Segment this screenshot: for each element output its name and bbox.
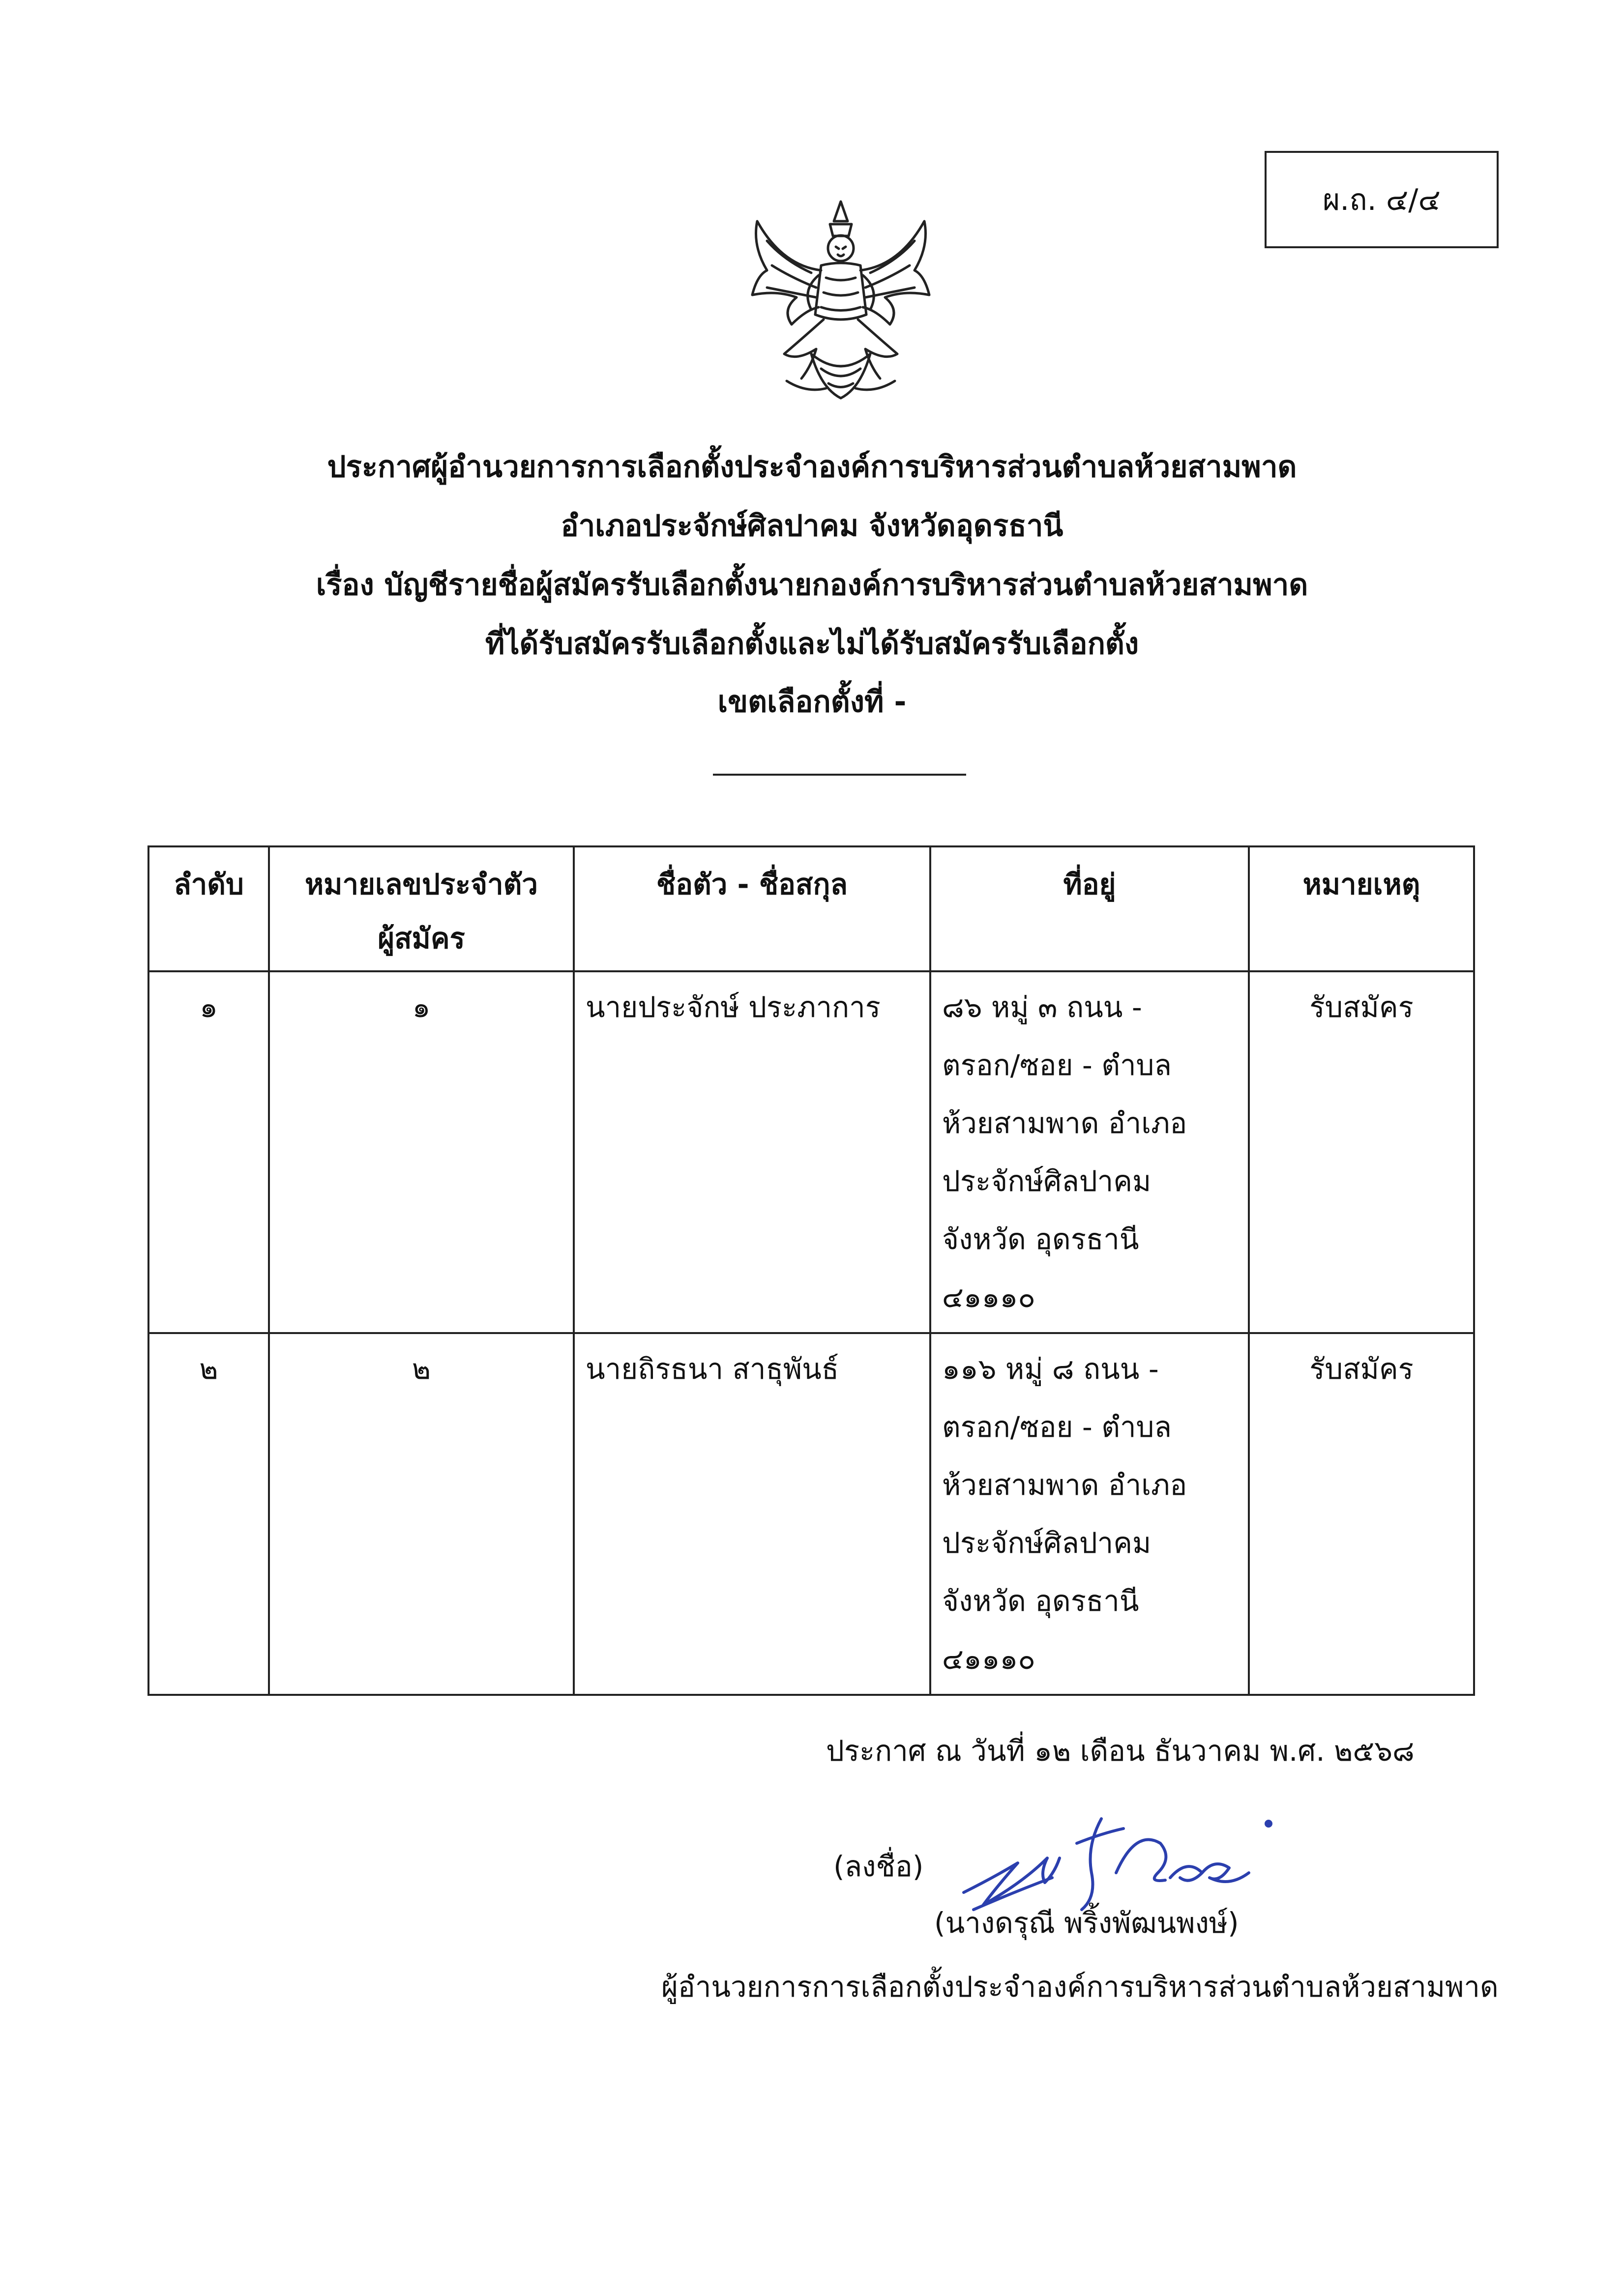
- signer-name: (นางดรุณี พริ้งพัฒนพงษ์): [934, 1906, 1239, 1940]
- col-header-number: หมายเลขประจำตัว ผู้สมัคร: [269, 846, 574, 971]
- cell-order: ๑: [148, 971, 269, 1333]
- cell-name: นายประจักษ์ ประภาการ: [574, 971, 930, 1333]
- col-header-remark: หมายเหตุ: [1249, 846, 1474, 971]
- heading-divider: [713, 774, 966, 776]
- col-header-address: ที่อยู่: [930, 846, 1249, 971]
- table-row: [148, 971, 1474, 1333]
- signature: [954, 1799, 1288, 1917]
- sign-label: (ลงชื่อ): [833, 1850, 924, 1883]
- heading-line-1: ประกาศผู้อำนวยการการเลือกตั้งประจำองค์การบริหารส่วนตำบลห้วยสามพาด: [327, 450, 1297, 484]
- form-code: ผ.ถ. ๔/๔: [1323, 182, 1441, 217]
- table-header-row: [148, 846, 1474, 971]
- cell-name: นายถิรธนา สาธุพันธ์: [574, 1333, 930, 1695]
- heading-line-2: อำเภอประจักษ์ศิลปาคม จังหวัดอุดรธานี: [561, 509, 1063, 543]
- heading-line-5: เขตเลือกตั้งที่ -: [717, 685, 907, 719]
- col-header-name: ชื่อตัว - ชื่อสกุล: [574, 846, 930, 971]
- cell-address: ๘๖ หมู่ ๓ ถนน - ตรอก/ซอย - ตำบล ห้วยสามพาด อำเภอ ประจักษ์ศิลปาคม จังหวัด อุดรธานี ๔๑๑๑๐: [930, 971, 1249, 1333]
- table-row: [148, 1333, 1474, 1695]
- announcement-date: ประกาศ ณ วันที่ ๑๒ เดือน ธันวาคม พ.ศ. ๒๕๖๘: [826, 1734, 1415, 1768]
- signer-position: ผู้อำนวยการการเลือกตั้งประจำองค์การบริหารส่วนตำบลห้วยสามพาด: [661, 1970, 1499, 2004]
- col-header-order: ลำดับ: [148, 846, 269, 971]
- cell-number: ๒: [269, 1333, 574, 1695]
- candidate-table: [148, 845, 1475, 1696]
- heading-line-4: ที่ได้รับสมัครรับเลือกตั้งและไม่ได้รับสมัครรับเลือกตั้ง: [485, 627, 1139, 661]
- garuda-emblem: [738, 192, 944, 408]
- cell-address: ๑๑๖ หมู่ ๘ ถนน - ตรอก/ซอย - ตำบล ห้วยสามพาด อำเภอ ประจักษ์ศิลปาคม จังหวัด อุดรธานี ๔๑๑๑๐: [930, 1333, 1249, 1695]
- cell-remark: รับสมัคร: [1249, 971, 1474, 1333]
- cell-order: ๒: [148, 1333, 269, 1695]
- cell-remark: รับสมัคร: [1249, 1333, 1474, 1695]
- form-code-box: [1265, 151, 1499, 248]
- cell-number: ๑: [269, 971, 574, 1333]
- heading-line-3: เรื่อง บัญชีรายชื่อผู้สมัครรับเลือกตั้งนายกองค์การบริหารส่วนตำบลห้วยสามพาด: [316, 568, 1308, 602]
